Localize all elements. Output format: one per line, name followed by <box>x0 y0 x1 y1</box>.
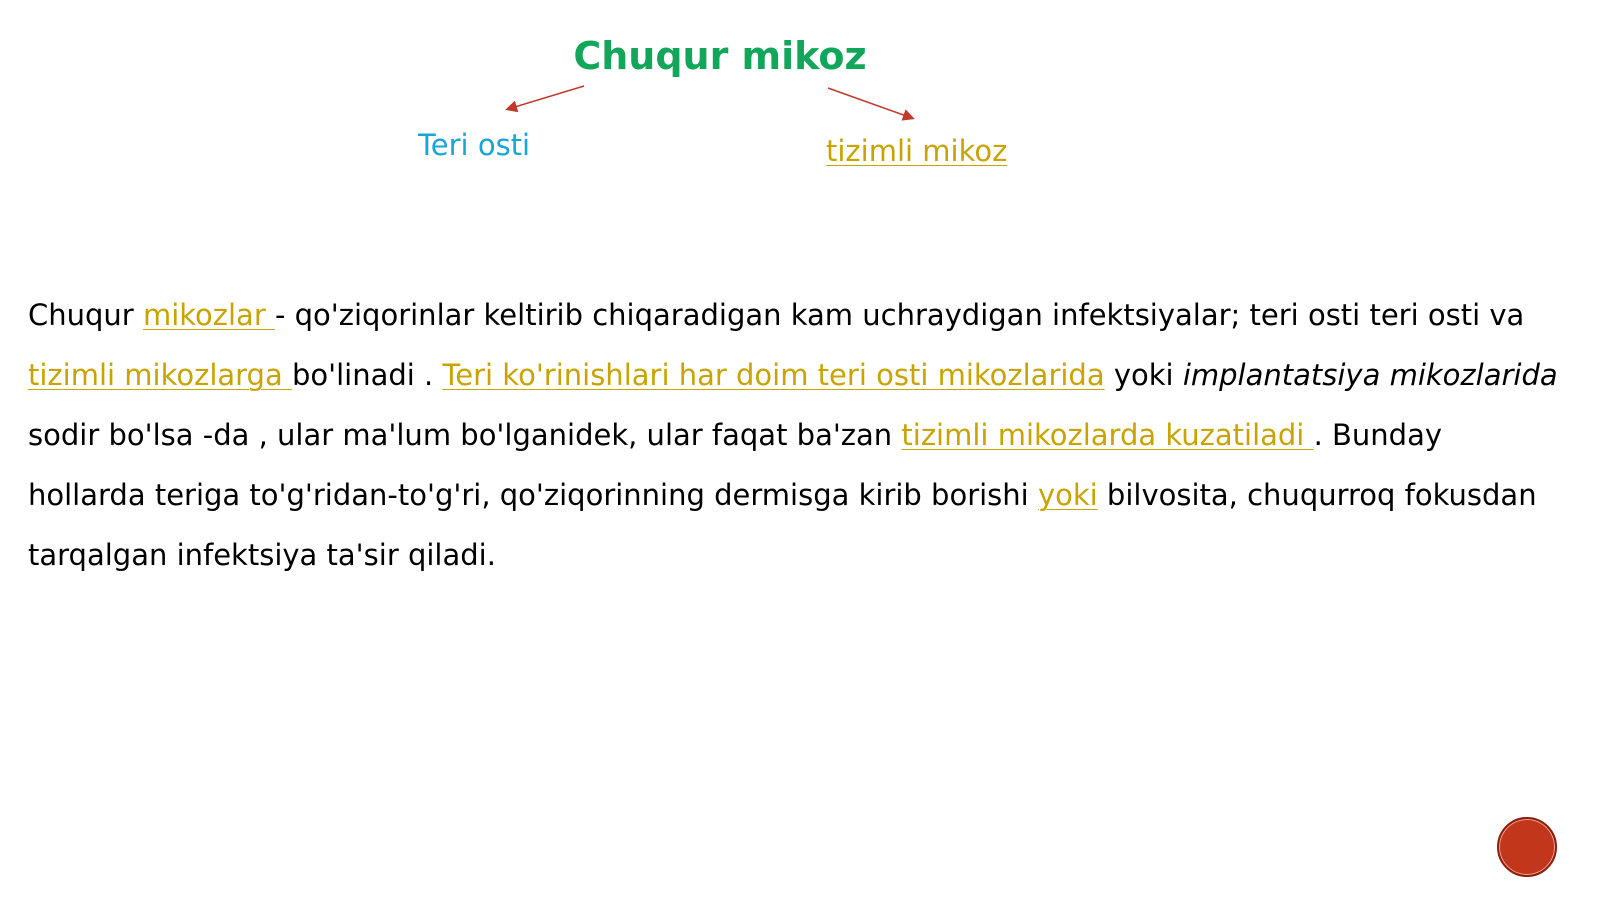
branch-systemic-link[interactable]: tizimli mikoz <box>826 134 1008 168</box>
arrow-right <box>828 88 912 118</box>
paragraph-text: Chuqur <box>28 298 143 332</box>
paragraph-text: - qo'ziqorinlar keltirib chiqaradigan kam uchraydigan infektsiyalar; teri osti teri osti va <box>274 298 1525 332</box>
paragraph-text: sodir bo'lsa -da , ular ma'lum bo'lganidek, ular faqat ba'zan <box>28 418 902 452</box>
slide-nav-button[interactable] <box>1497 817 1557 877</box>
paragraph-link[interactable]: yoki <box>1037 478 1098 512</box>
paragraph-text: bilvosita, chuqurroq fokusdan tarqalgan infektsiya ta'sir qiladi. <box>28 478 1537 572</box>
arrow-left <box>508 86 584 109</box>
branch-arrows <box>0 0 1600 200</box>
body-paragraph <box>28 285 1568 585</box>
paragraph-link[interactable]: mikozlar <box>142 298 275 332</box>
paragraph-italic-text: implantatsiya mikozlarida <box>1182 358 1558 392</box>
slide-title: Chuqur mikoz <box>573 34 867 78</box>
paragraph-text: . Bunday hollarda teriga to'g'ridan-to'g'ri, qo'ziqorinning dermisga kirib borishi <box>28 418 1443 512</box>
paragraph-text: bo'linadi . <box>291 358 443 392</box>
branch-subcutaneous: Teri osti <box>418 128 531 162</box>
paragraph-link[interactable]: tizimli mikozlarda kuzatiladi <box>901 418 1314 452</box>
paragraph-link[interactable]: Teri ko'rinishlari har doim teri osti mikozlarida <box>442 358 1105 392</box>
paragraph-text: yoki <box>1104 358 1183 392</box>
paragraph-link[interactable]: tizimli mikozlarga <box>28 358 292 392</box>
